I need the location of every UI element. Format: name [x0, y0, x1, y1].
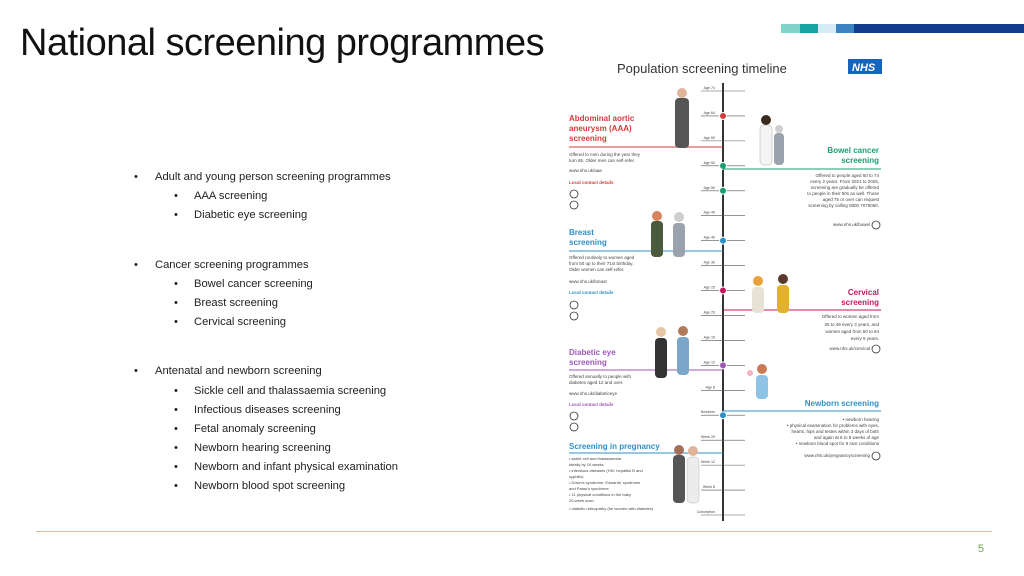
section-text: every 2 years. From 2021 to 2025, — [810, 179, 879, 184]
person-illustration-icon — [752, 287, 764, 313]
timeline-age-label: Week 8 — [702, 485, 715, 490]
section-text: www.nhs.uk/cervical — [829, 346, 870, 351]
person-head-icon — [753, 276, 763, 286]
section-text: • diabetic retinopathy (for women with diabetes) — [569, 506, 654, 511]
section-heading: Diabetic eye — [569, 348, 616, 357]
section-text: Older women can self-refer. — [569, 267, 625, 272]
section-text: syphilis) — [569, 474, 584, 479]
person-illustration-icon — [655, 338, 667, 378]
section-heading: Abdominal aortic — [569, 114, 635, 123]
person-illustration-icon — [777, 285, 789, 313]
section-text: Offered to women aged from — [821, 314, 879, 319]
timeline-age-label: Age 30 — [703, 260, 715, 265]
person-head-icon — [761, 115, 771, 125]
section-heading: screening — [569, 134, 607, 143]
person-illustration-icon — [651, 221, 663, 257]
section-heading: screening — [569, 358, 607, 367]
section-text: 25 to 49 every 3 years, and — [824, 322, 879, 327]
section-text: www.nhs.uk/breast — [569, 279, 607, 284]
timeline-age-label: Age 64 — [703, 110, 715, 115]
section-heading: Screening in pregnancy — [569, 442, 660, 451]
section-heading: Cervical — [847, 288, 879, 297]
timeline-age-label: Age 20 — [703, 310, 715, 315]
section-text: screening are gradually be offered — [810, 185, 879, 190]
section-heading: Newborn screening — [804, 399, 879, 408]
phone-icon — [570, 190, 578, 198]
section-text: • newborn blood spot for 9 rare conditions — [795, 441, 879, 446]
screening-timeline-poster — [565, 53, 887, 523]
person-head-icon — [678, 326, 688, 336]
person-head-icon — [652, 211, 662, 221]
timeline-age-label: Week 20 — [700, 435, 715, 440]
section-text: aged 75 or over can request — [822, 197, 879, 202]
section-text: Offered to people aged 60 to 74 — [815, 173, 879, 178]
bullet-item: • Cancer screening programmes — [134, 256, 398, 275]
pregnancy-section — [569, 442, 723, 511]
sub-bullet-item: • Newborn blood spot screening — [134, 477, 398, 496]
web-icon — [872, 452, 880, 460]
sub-bullet-item: • Bowel cancer screening — [134, 275, 398, 294]
section-text: screening by calling 0800 7076060. — [808, 203, 879, 208]
timeline-age-label: Age 49 — [703, 210, 715, 215]
accent-bar-segment — [854, 24, 1024, 33]
timeline-age-label: Age 12 — [703, 360, 715, 365]
cervical-section — [723, 274, 881, 353]
person-head-icon — [674, 445, 684, 455]
web-icon — [570, 423, 578, 431]
web-icon — [872, 221, 880, 229]
section-text: • 11 physical conditions in the baby — [569, 492, 632, 497]
timeline-marker — [720, 362, 727, 369]
timeline-age-label: Age 25 — [703, 285, 715, 290]
section-heading: aneurysm (AAA) — [569, 124, 632, 133]
section-text: to people in their 50s as well. Those — [807, 191, 879, 196]
person-head-icon — [775, 125, 783, 133]
web-icon — [570, 201, 578, 209]
sub-bullet-item: • Breast screening — [134, 294, 398, 313]
section-text: • Down's syndrome, Edwards' syndrome — [569, 480, 641, 485]
sub-bullet-item: • Fetal anomaly screening — [134, 420, 398, 439]
timeline-marker — [720, 187, 727, 194]
bullet-item: • Adult and young person screening programmes — [134, 168, 398, 187]
sub-bullet-item: • AAA screening — [134, 187, 398, 206]
timeline-age-label: Age 8 — [705, 385, 715, 390]
person-head-icon — [757, 364, 767, 374]
person-illustration-icon — [675, 98, 689, 148]
timeline-age-label: Age 52 — [703, 160, 715, 165]
section-text: turn 65. Older men can self-refer. — [569, 158, 636, 163]
sub-bullet-item: • Sickle cell and thalassaemia screening — [134, 382, 398, 401]
person-illustration-icon — [760, 125, 772, 165]
person-illustration-icon — [756, 375, 768, 399]
timeline-age-label: Newborn — [700, 410, 715, 415]
person-head-icon — [674, 212, 684, 222]
section-text: • physical examination for problems with eyes, — [786, 423, 879, 428]
accent-bar-segment — [836, 24, 854, 33]
section-text: Offered routinely to women aged — [569, 255, 635, 260]
section-heading: screening — [569, 238, 607, 247]
person-head-icon — [677, 88, 687, 98]
phone-icon — [570, 301, 578, 309]
timeline-marker — [720, 162, 727, 169]
section-text: www.nhs.uk/pregnancyscreening — [804, 453, 870, 458]
timeline-marker — [720, 412, 727, 419]
web-icon — [570, 312, 578, 320]
timeline-age-label: Conception — [696, 510, 715, 514]
phone-icon — [570, 412, 578, 420]
person-illustration-icon — [687, 457, 699, 503]
section-text: diabetes aged 12 and over. — [569, 380, 624, 385]
accent-bar-segment — [781, 24, 800, 33]
section-text: • sickle cell and thalassaemia — [569, 456, 622, 461]
section-text: and again at 6 to 8 weeks of age — [813, 435, 879, 440]
person-illustration-icon — [673, 223, 685, 257]
section-heading: screening — [841, 298, 879, 307]
timeline-marker — [720, 237, 727, 244]
section-text: • infectious diseases (HIV, hepatitis B and — [569, 468, 643, 473]
sub-bullet-item: • Cervical screening — [134, 313, 398, 332]
section-text: Offered annually to people with — [569, 374, 631, 379]
accent-bar-segment — [800, 24, 818, 33]
newborn-section — [723, 364, 881, 460]
section-text: from 50 up to their 71st birthday. — [569, 261, 634, 266]
person-illustration-icon — [677, 337, 689, 375]
timeline-age-labels — [697, 86, 715, 514]
person-head-icon — [778, 274, 788, 284]
section-heading: Bowel cancer — [827, 146, 879, 155]
timeline-age-label: Age 60 — [703, 135, 715, 140]
breast-section — [569, 211, 723, 320]
baby-icon — [747, 370, 753, 376]
sub-bullet-item: • Infectious diseases screening — [134, 401, 398, 420]
timeline-age-label: Age 40 — [703, 235, 715, 240]
timeline-age-label: Week 12 — [700, 460, 715, 465]
sub-bullet-item: • Newborn and infant physical examination — [134, 458, 398, 477]
person-head-icon — [656, 327, 666, 337]
web-icon — [872, 345, 880, 353]
poster-title: Population screening timeline — [617, 61, 787, 76]
person-head-icon — [688, 446, 698, 456]
accent-bar-segment — [818, 24, 836, 33]
section-text: and Patau's syndrome — [569, 486, 609, 491]
timeline-marker — [720, 287, 727, 294]
section-text: 20-week scan — [569, 498, 594, 503]
section-heading: screening — [841, 156, 879, 165]
person-illustration-icon — [673, 455, 685, 503]
nhs-logo-text: NHS — [852, 62, 876, 74]
contact-label: Local contact details — [569, 290, 614, 295]
section-text: hearts, hips and testes within 3 days of birth — [791, 429, 879, 434]
person-illustration-icon — [774, 133, 784, 165]
aaa-section — [569, 88, 723, 209]
section-text: www.nhs.uk/bowel — [832, 222, 870, 227]
bullet-list — [134, 168, 398, 497]
section-text: • newborn hearing — [842, 417, 879, 422]
section-text: women aged from 50 to 64 — [825, 329, 879, 334]
contact-label: Local contact details — [569, 180, 614, 185]
diabetic-eye-section — [569, 326, 723, 431]
contact-label: Local contact details — [569, 402, 614, 407]
section-heading: Breast — [569, 228, 594, 237]
footer-divider — [36, 531, 992, 532]
section-text: www.nhs.uk/diabeticeye — [569, 391, 618, 396]
timeline-age-label: Age 74 — [703, 86, 715, 90]
section-text: every 5 years. — [850, 336, 879, 341]
section-text: www.nhs.uk/aaa — [569, 168, 602, 173]
section-text: ideally by 10 weeks — [569, 462, 604, 467]
poster-graphic — [565, 53, 887, 523]
bowel-section — [723, 115, 881, 229]
timeline-age-label: Age 15 — [703, 335, 715, 340]
sub-bullet-item: • Newborn hearing screening — [134, 439, 398, 458]
timeline-age-label: Age 50 — [703, 185, 715, 190]
timeline-marker — [720, 112, 727, 119]
page-number: 5 — [977, 543, 984, 555]
section-text: Offered to men during the year they — [569, 152, 640, 157]
sub-bullet-item: • Diabetic eye screening — [134, 206, 398, 225]
bullet-item: • Antenatal and newborn screening — [134, 362, 398, 381]
page-title: National screening programmes — [20, 22, 545, 64]
